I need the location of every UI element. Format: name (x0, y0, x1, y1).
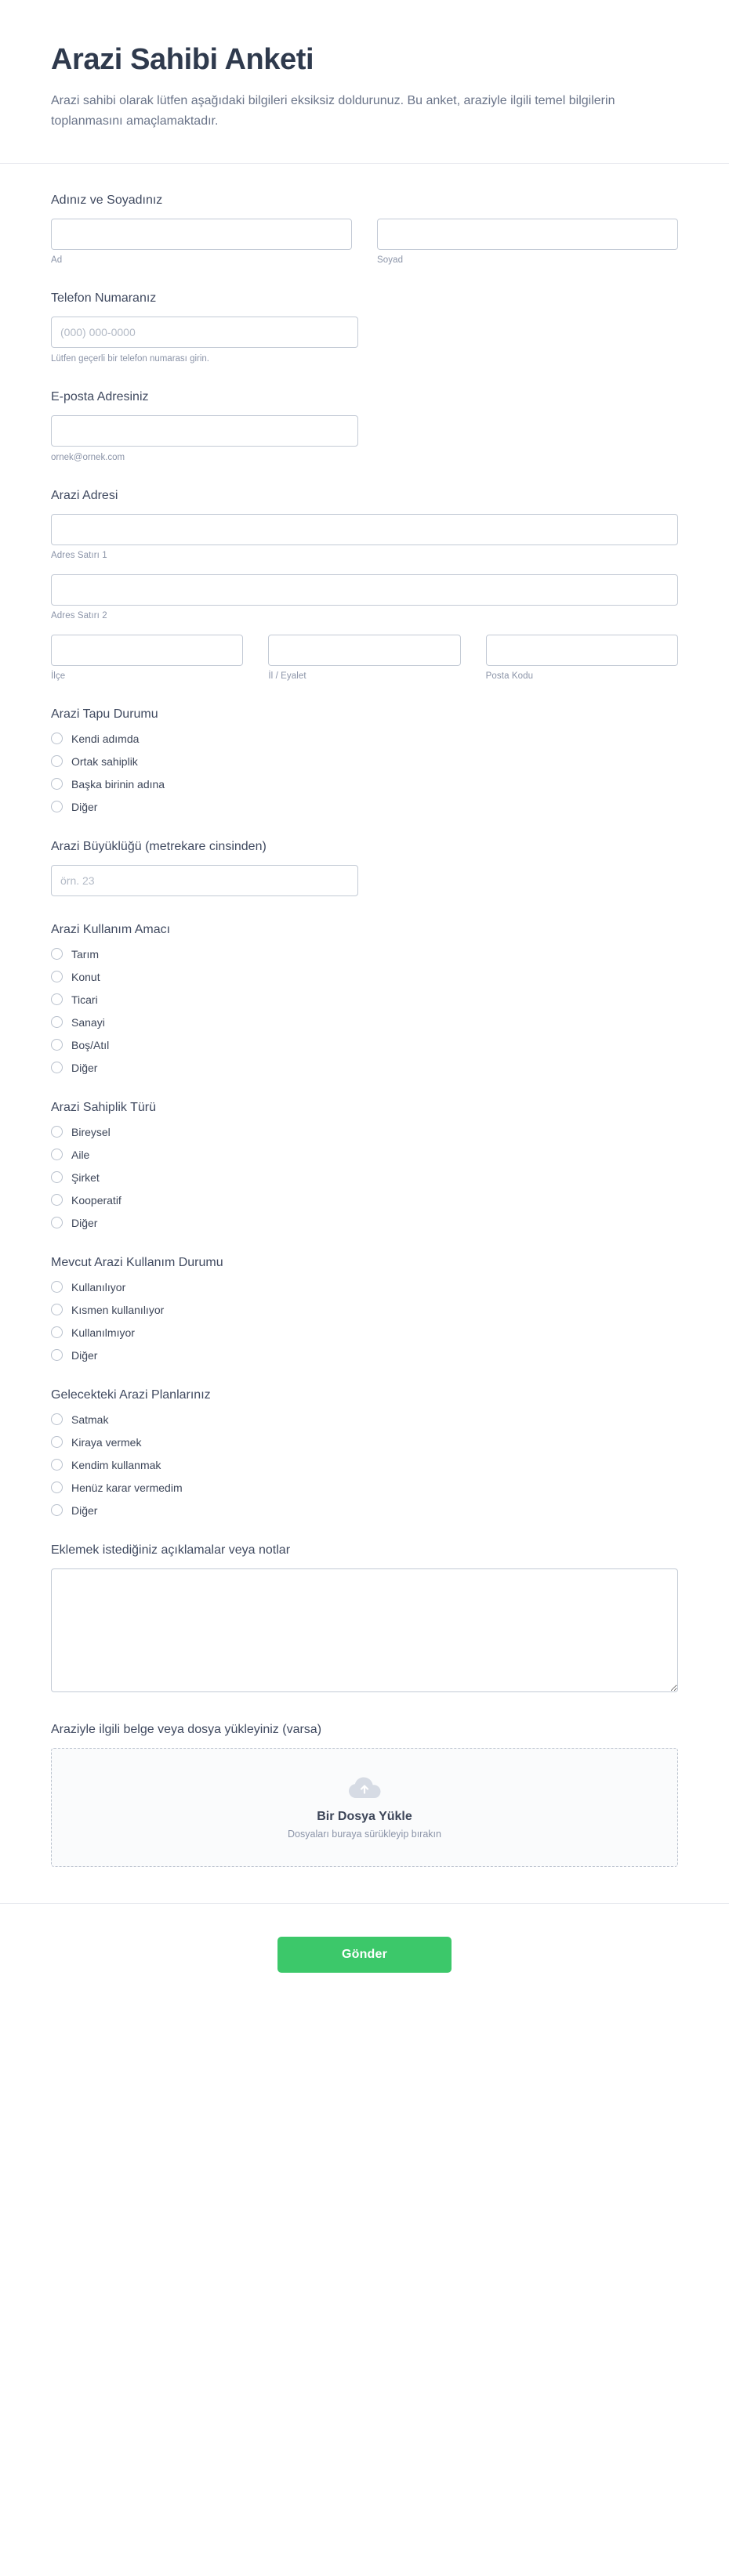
usage-purpose-radio-group (51, 948, 678, 1074)
radio-circle-icon[interactable] (51, 1326, 63, 1338)
email-col (51, 415, 358, 447)
radio-circle-icon[interactable] (51, 1436, 63, 1448)
future-plans-label: Gelecekteki Arazi Planlarınız (51, 1387, 211, 1402)
current-usage-option[interactable] (51, 1281, 678, 1293)
address-line2-col (51, 574, 678, 620)
radio-circle-icon[interactable] (51, 971, 63, 982)
form-header (0, 0, 729, 164)
last-name-col (377, 219, 678, 265)
radio-circle-icon[interactable] (51, 1482, 63, 1493)
radio-circle-icon[interactable] (51, 1062, 63, 1073)
last-name-sublabel: Soyad (377, 255, 404, 265)
radio-circle-icon[interactable] (51, 801, 63, 812)
usage-purpose-option[interactable] (51, 1039, 678, 1051)
deed-status-option-label: Başka birinin adına (71, 777, 165, 791)
land-size-col (51, 865, 358, 896)
ownership-type-option[interactable] (51, 1171, 678, 1184)
field-future-plans (51, 1388, 678, 1517)
first-name-sublabel: Ad (51, 255, 63, 265)
phone-input[interactable] (51, 317, 358, 348)
address-zip-input[interactable] (486, 635, 678, 666)
field-address (51, 489, 678, 681)
radio-circle-icon[interactable] (51, 993, 63, 1005)
radio-circle-icon[interactable] (51, 1217, 63, 1228)
address-state-col (268, 635, 460, 681)
current-usage-option-label: Kullanılıyor (71, 1280, 126, 1293)
notes-textarea[interactable] (51, 1568, 678, 1692)
deed-status-option[interactable] (51, 778, 678, 791)
future-plans-option[interactable] (51, 1413, 678, 1426)
deed-status-radio-group (51, 733, 678, 813)
ownership-type-option-label: Diğer (71, 1216, 98, 1229)
radio-circle-icon[interactable] (51, 1016, 63, 1028)
deed-status-option[interactable] (51, 733, 678, 745)
address-state-sublabel: İl / Eyalet (268, 671, 306, 681)
field-file-upload (51, 1723, 678, 1867)
current-usage-option-label: Kullanılmıyor (71, 1326, 135, 1339)
field-phone (51, 291, 678, 364)
radio-circle-icon[interactable] (51, 948, 63, 960)
radio-circle-icon[interactable] (51, 1039, 63, 1051)
usage-purpose-option[interactable] (51, 948, 678, 961)
usage-purpose-option[interactable] (51, 971, 678, 983)
deed-status-option-label: Ortak sahiplik (71, 754, 138, 768)
radio-circle-icon[interactable] (51, 1126, 63, 1138)
radio-circle-icon[interactable] (51, 1281, 63, 1293)
future-plans-option[interactable] (51, 1436, 678, 1449)
first-name-input[interactable] (51, 219, 352, 250)
radio-circle-icon[interactable] (51, 1194, 63, 1206)
usage-purpose-option-label: Tarım (71, 947, 99, 961)
current-usage-option[interactable] (51, 1326, 678, 1339)
usage-purpose-option-label: Boş/Atıl (71, 1038, 110, 1051)
radio-circle-icon[interactable] (51, 1459, 63, 1471)
address-zip-col (486, 635, 678, 681)
page-title: Arazi Sahibi Anketi (51, 43, 314, 76)
deed-status-option[interactable] (51, 755, 678, 768)
cloud-upload-icon (347, 1775, 382, 1802)
phone-col (51, 317, 358, 348)
ownership-type-option[interactable] (51, 1194, 678, 1207)
form-footer (0, 1903, 729, 2016)
address-zip-sublabel: Posta Kodu (485, 671, 534, 681)
address-line2-sublabel: Adres Satırı 2 (51, 610, 107, 620)
address-line1-input[interactable] (51, 514, 678, 545)
ownership-type-label: Arazi Sahiplik Türü (51, 1100, 156, 1114)
field-land-size (51, 840, 678, 896)
usage-purpose-option[interactable] (51, 993, 678, 1006)
current-usage-option-label: Kısmen kullanılıyor (71, 1303, 165, 1316)
field-current-usage (51, 1256, 678, 1362)
usage-purpose-option-label: Ticari (71, 993, 98, 1006)
usage-purpose-option[interactable] (51, 1016, 678, 1029)
address-city-col (51, 635, 243, 681)
email-label: E-posta Adresiniz (51, 389, 149, 403)
field-usage-purpose (51, 923, 678, 1074)
usage-purpose-option[interactable] (51, 1062, 678, 1074)
field-deed-status (51, 707, 678, 813)
field-full-name (51, 194, 678, 265)
ownership-type-radio-group (51, 1126, 678, 1229)
file-upload-title: Bir Dosya Yükle (317, 1809, 412, 1823)
radio-circle-icon[interactable] (51, 733, 63, 744)
field-notes (51, 1543, 678, 1696)
future-plans-option[interactable] (51, 1504, 678, 1517)
deed-status-option[interactable] (51, 801, 678, 813)
first-name-col (51, 219, 352, 265)
submit-button[interactable]: Gönder (277, 1937, 452, 1973)
address-city-input[interactable] (51, 635, 243, 666)
notes-label: Eklemek istediğiniz açıklamalar veya notlar (51, 1543, 291, 1557)
page-subtitle: Arazi sahibi olarak lütfen aşağıdaki bilgileri eksiksiz doldurunuz. Bu anket, araziyle ilgili temel bilgilerin toplanmasını amaçlamaktadır. (51, 94, 615, 128)
radio-circle-icon[interactable] (51, 1349, 63, 1361)
future-plans-option-label: Kendim kullanmak (71, 1458, 161, 1471)
ownership-type-option-label: Şirket (71, 1170, 100, 1184)
ownership-type-option[interactable] (51, 1126, 678, 1138)
deed-status-label: Arazi Tapu Durumu (51, 707, 158, 721)
deed-status-option-label: Kendi adımda (71, 732, 140, 745)
future-plans-option[interactable] (51, 1459, 678, 1471)
ownership-type-option-label: Kooperatif (71, 1193, 121, 1207)
current-usage-option[interactable] (51, 1349, 678, 1362)
current-usage-option-label: Diğer (71, 1348, 98, 1362)
radio-circle-icon[interactable] (51, 1413, 63, 1425)
land-size-input[interactable] (51, 865, 358, 896)
ownership-type-option[interactable] (51, 1149, 678, 1161)
usage-purpose-option-label: Sanayi (71, 1015, 105, 1029)
usage-purpose-label: Arazi Kullanım Amacı (51, 922, 171, 936)
current-usage-radio-group (51, 1281, 678, 1362)
address-line2-input[interactable] (51, 574, 678, 606)
land-size-label: Arazi Büyüklüğü (metrekare cinsinden) (51, 839, 267, 853)
radio-circle-icon[interactable] (51, 1304, 63, 1315)
deed-status-option-label: Diğer (71, 800, 98, 813)
ownership-type-option-label: Bireysel (71, 1125, 111, 1138)
address-line1-col (51, 514, 678, 560)
future-plans-option-label: Satmak (71, 1413, 109, 1426)
future-plans-option-label: Diğer (71, 1503, 98, 1517)
phone-hint: Lütfen geçerli bir telefon numarası girin. (51, 353, 209, 364)
usage-purpose-option-label: Diğer (71, 1061, 98, 1074)
address-label: Arazi Adresi (51, 488, 118, 502)
radio-circle-icon[interactable] (51, 1171, 63, 1183)
address-locality-row (51, 635, 678, 681)
future-plans-radio-group (51, 1413, 678, 1517)
address-line1-sublabel: Adres Satırı 1 (51, 550, 107, 560)
radio-circle-icon[interactable] (51, 755, 63, 767)
email-input[interactable] (51, 415, 358, 447)
form-body (0, 164, 729, 1867)
file-upload-dropzone[interactable] (51, 1748, 678, 1867)
current-usage-option[interactable] (51, 1304, 678, 1316)
field-email (51, 390, 678, 462)
address-city-sublabel: İlçe (51, 671, 66, 681)
future-plans-option[interactable] (51, 1482, 678, 1494)
file-upload-label: Araziyle ilgili belge veya dosya yükleyiniz (varsa) (51, 1722, 322, 1736)
ownership-type-option[interactable] (51, 1217, 678, 1229)
last-name-input[interactable] (377, 219, 678, 250)
name-row (51, 219, 678, 265)
future-plans-option-label: Henüz karar vermedim (71, 1481, 183, 1494)
email-hint: ornek@ornek.com (51, 452, 125, 462)
ownership-type-option-label: Aile (71, 1148, 90, 1161)
current-usage-label: Mevcut Arazi Kullanım Durumu (51, 1255, 223, 1269)
field-ownership-type (51, 1101, 678, 1229)
full-name-label: Adınız ve Soyadınız (51, 193, 163, 207)
radio-circle-icon[interactable] (51, 1504, 63, 1516)
phone-label: Telefon Numaranız (51, 291, 157, 305)
address-state-input[interactable] (268, 635, 460, 666)
file-upload-drop-text: Dosyaları buraya sürükleyip bırakın (288, 1828, 441, 1840)
radio-circle-icon[interactable] (51, 1149, 63, 1160)
future-plans-option-label: Kiraya vermek (71, 1435, 142, 1449)
usage-purpose-option-label: Konut (71, 970, 100, 983)
radio-circle-icon[interactable] (51, 778, 63, 790)
